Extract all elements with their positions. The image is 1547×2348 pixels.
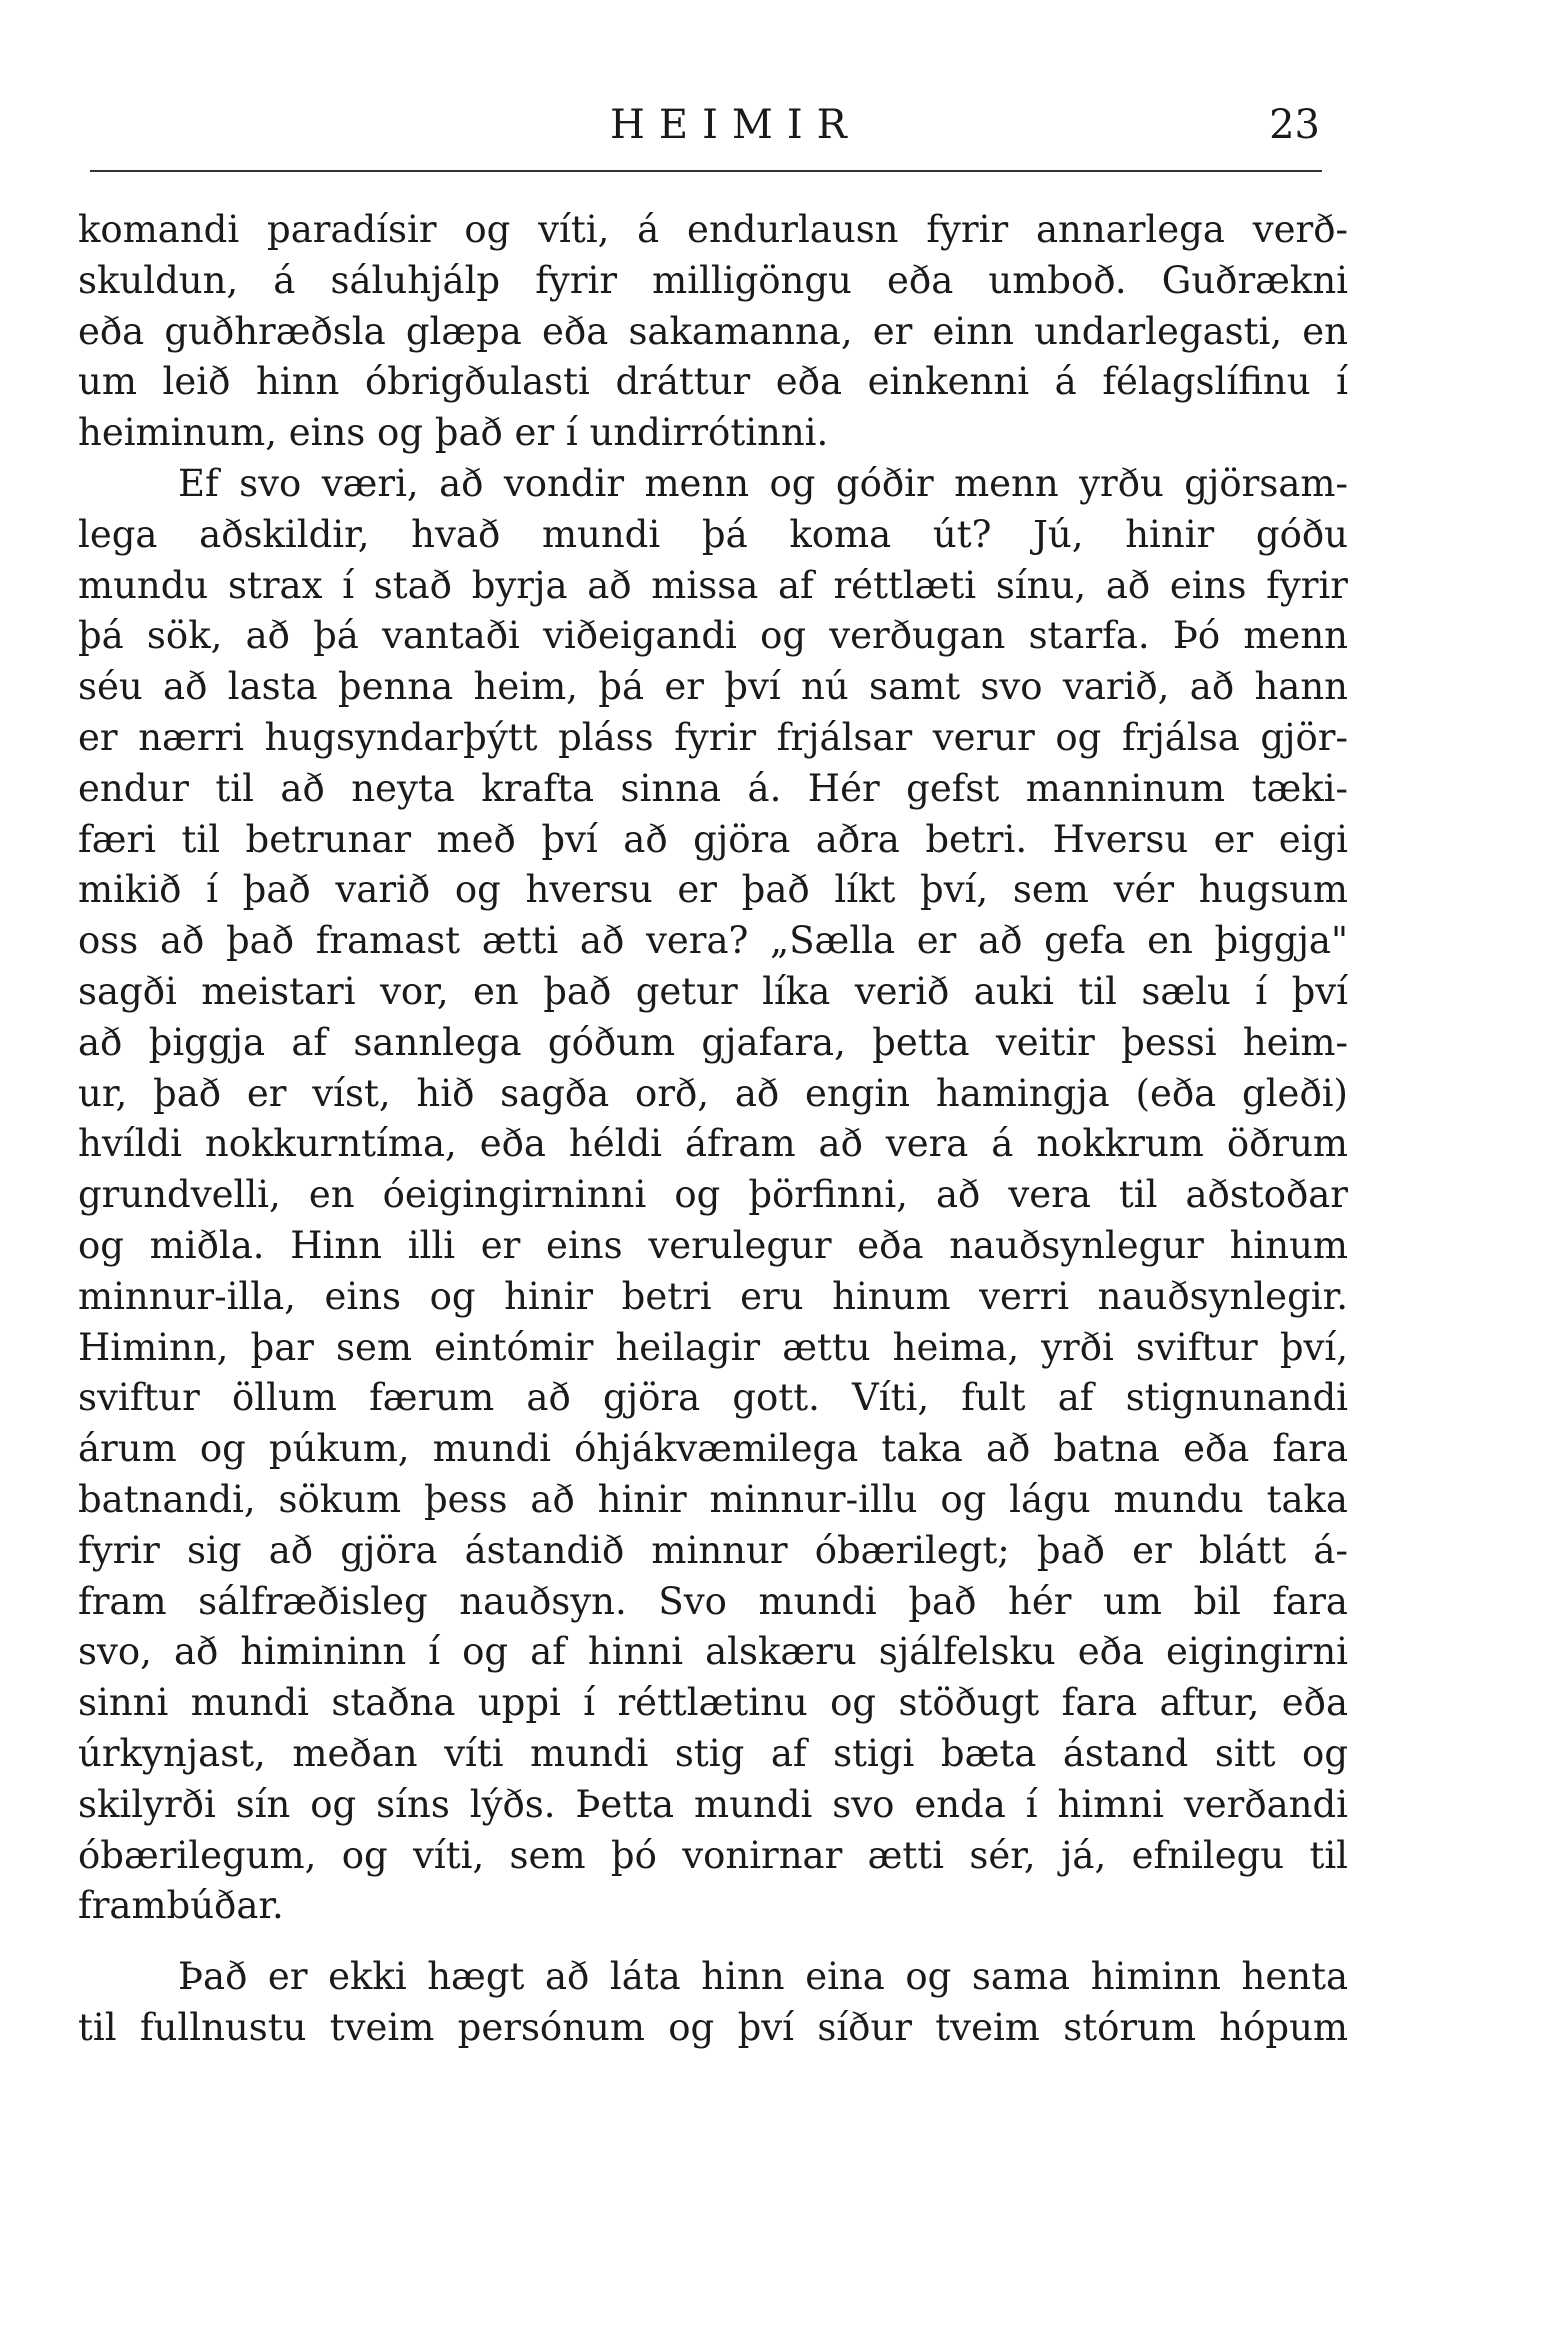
text-line: árum og púkum, mundi óhjákvæmilega taka að batna eða fara xyxy=(78,1427,1348,1471)
text-line: frambúðar. xyxy=(78,1884,284,1928)
text-line: eða guðhræðsla glæpa eða sakamanna, er einn undarlegasti, en xyxy=(78,309,1348,353)
text-line: skilyrði sín og síns lýðs. Þetta mundi svo enda í himni verðandi xyxy=(78,1782,1348,1826)
text-line: að þiggja af sannlega góðum gjafara, þetta veitir þessi heim- xyxy=(78,1020,1348,1064)
text-line: grundvelli, en óeigingirninni og þörfinni, að vera til aðstoðar xyxy=(78,1173,1348,1217)
text-line: Það er ekki hægt að láta hinn eina og sama himinn henta xyxy=(178,1955,1348,1999)
text-line: ur, það er víst, hið sagða orð, að engin hamingja (eða gleði) xyxy=(78,1071,1348,1115)
text-line: hvíldi nokkurntíma, eða héldi áfram að vera á nokkrum öðrum xyxy=(78,1122,1348,1166)
text-line: fram sálfræðisleg nauðsyn. Svo mundi það hér um bil fara xyxy=(78,1579,1348,1623)
text-line: þá sök, að þá vantaði viðeigandi og verðugan starfa. Þó menn xyxy=(78,614,1348,658)
text-line: Ef svo væri, að vondir menn og góðir menn yrðu gjörsam- xyxy=(178,461,1348,505)
text-line: séu að lasta þenna heim, þá er því nú samt svo varið, að hann xyxy=(78,665,1348,709)
text-line: óbærilegum, og víti, sem þó vonirnar ætti sér, já, efnilegu til xyxy=(78,1833,1348,1877)
running-title: HEIMIR xyxy=(610,102,861,148)
text-line: heiminum, eins og það er í undirrótinni. xyxy=(78,411,829,455)
text-line: sagði meistari vor, en það getur líka verið auki til sælu í því xyxy=(78,969,1348,1013)
paragraph-2 xyxy=(78,459,1348,1932)
text-line: mikið í það varið og hversu er það líkt því, sem vér hugsum xyxy=(78,868,1348,912)
text-line: fyrir sig að gjöra ástandið minnur óbærilegt; það er blátt á- xyxy=(78,1528,1348,1572)
text-line: oss að það framast ætti að vera? „Sælla er að gefa en þiggja" xyxy=(78,919,1348,963)
text-line: sinni mundi staðna uppi í réttlætinu og stöðugt fara aftur, eða xyxy=(78,1681,1348,1725)
page-header xyxy=(90,95,1320,155)
text-line: úrkynjast, meðan víti mundi stig af stigi bæta ástand sitt og xyxy=(78,1731,1348,1775)
text-line: og miðla. Hinn illi er eins verulegur eða nauðsynlegur hinum xyxy=(78,1223,1348,1267)
paragraph-1 xyxy=(78,205,1348,459)
text-line: um leið hinn óbrigðulasti dráttur eða einkenni á félagslífinu í xyxy=(78,360,1348,404)
text-line: er nærri hugsyndarþýtt pláss fyrir frjálsar verur og frjálsa gjör- xyxy=(78,715,1348,759)
text-line: minnur-illa, eins og hinir betri eru hinum verri nauðsynlegir. xyxy=(78,1274,1348,1318)
text-line: lega aðskildir, hvað mundi þá koma út? Jú, hinir góðu xyxy=(78,512,1348,556)
text-line: færi til betrunar með því að gjöra aðra betri. Hversu er eigi xyxy=(78,817,1348,861)
paragraph-spacer xyxy=(78,1932,1348,1952)
text-line: Himinn, þar sem eintómir heilagir ættu heima, yrði sviftur því, xyxy=(78,1325,1348,1369)
text-line: mundu strax í stað byrja að missa af réttlæti sínu, að eins fyrir xyxy=(78,563,1348,607)
text-line: sviftur öllum færum að gjöra gott. Víti, fult af stignunandi xyxy=(78,1376,1348,1420)
paragraph-3 xyxy=(78,1952,1348,2054)
page-number: 23 xyxy=(1269,102,1320,148)
text-line: svo, að himininn í og af hinni alskæru sjálfelsku eða eigingirni xyxy=(78,1630,1348,1674)
text-line: endur til að neyta krafta sinna á. Hér gefst manninum tæki- xyxy=(78,766,1348,810)
text-line: komandi paradísir og víti, á endurlausn fyrir annarlega verð- xyxy=(78,208,1348,251)
header-rule xyxy=(90,170,1322,172)
text-line: til fullnustu tveim persónum og því síður tveim stórum hópum xyxy=(78,2005,1348,2049)
body-text xyxy=(78,205,1348,2054)
text-line: batnandi, sökum þess að hinir minnur-illu og lágu mundu taka xyxy=(78,1477,1348,1521)
text-line: skuldun, á sáluhjálp fyrir milligöngu eða umboð. Guðrækni xyxy=(78,258,1348,302)
